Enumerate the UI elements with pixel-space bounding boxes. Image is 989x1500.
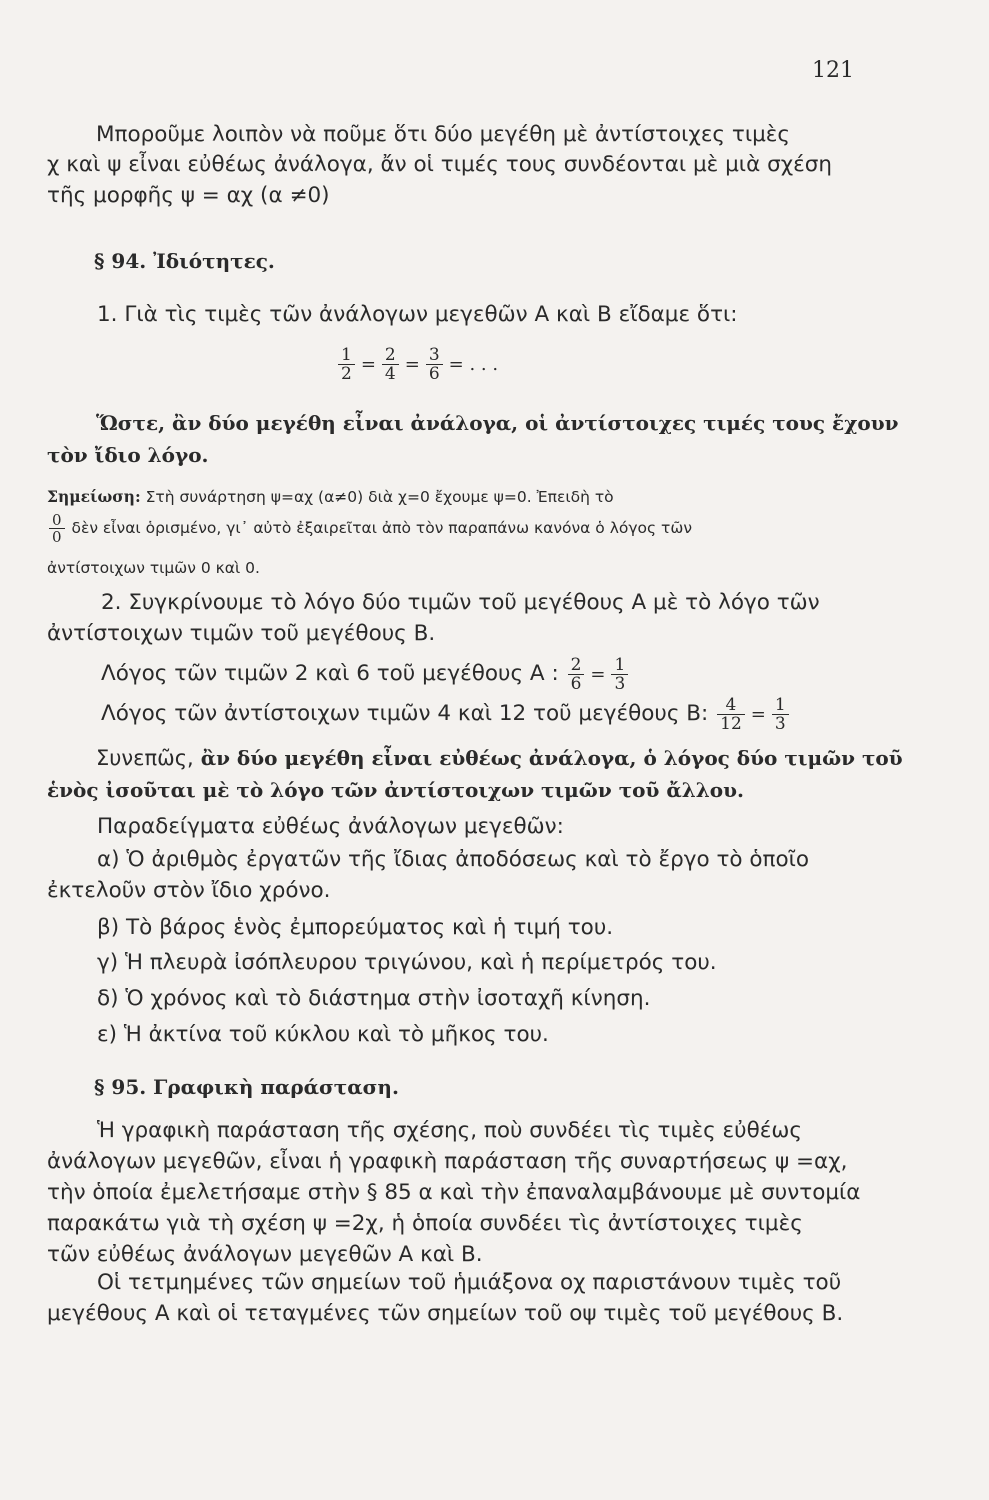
fraction: $\frac{1}{3}$ — [772, 696, 789, 733]
example-item: δ) Ὁ χρόνος καὶ τὸ διάστημα στὴν ἰσοταχῆ κίνηση. — [97, 986, 651, 1011]
example-item: β) Τὸ βάρος ἑνὸς ἐμπορεύματος καὶ ἡ τιμή του. — [97, 915, 614, 940]
examples-title: Παραδείγματα εὐθέως ἀνάλογων μεγεθῶν: — [97, 814, 564, 839]
paragraph-line: τῶν εὐθέως ἀνάλογων μεγεθῶν Α καὶ Β. — [47, 1242, 483, 1267]
item-2-line: ἀντίστοιχων τιμῶν τοῦ μεγέθους Β. — [47, 621, 436, 646]
paragraph-line: ἀνάλογων μεγεθῶν, εἶναι ἡ γραφικὴ παράσταση τῆς συναρτήσεως ψ =αχ, — [47, 1149, 848, 1174]
paragraph-line: τῆς μορφῆς ψ = αχ (α ≠0) — [47, 183, 330, 208]
item-2-line: 2. Συγκρίνουμε τὸ λόγο δύο τιμῶν τοῦ μεγέθους Α μὲ τὸ λόγο τῶν — [101, 590, 820, 615]
fraction: $\frac{0}{0}$ — [49, 512, 65, 545]
paragraph-line: τὴν ὁποία ἐμελετήσαμε στὴν § 85 α καὶ τὴν ἐπαναλαμβάνουμε μὲ συντομία — [47, 1180, 861, 1205]
example-item: γ) Ἡ πλευρὰ ἰσόπλευρου τριγώνου, καὶ ἡ περίμετρός του. — [97, 950, 717, 975]
paragraph-line: Οἱ τετμημένες τῶν σημείων τοῦ ἡμιάξονα οχ παριστάνουν τιμὲς τοῦ — [97, 1270, 842, 1295]
paragraph-line: χ καὶ ψ εἶναι εὐθέως ἀνάλογα, ἄν οἱ τιμές τους συνδέονται μὲ μιὰ σχέση — [47, 152, 833, 177]
example-item: ἐκτελοῦν στὸν ἴδιο χρόνο. — [47, 878, 331, 903]
note-line: ἀντίστοιχων τιμῶν 0 καὶ 0. — [47, 559, 260, 577]
fraction: $\frac{3}{6}$ — [426, 346, 443, 383]
ratio-equation: $\frac{1}{2}$ = $\frac{2}{4}$ = $\frac{3}{6}$ = . . . — [336, 344, 502, 385]
rule-statement-line: Συνεπῶς, ἂν δύο μεγέθη εἶναι εὐθέως ἀνάλογα, ὁ λόγος δύο τιμῶν τοῦ — [96, 746, 903, 770]
paragraph-line: μεγέθους Α καὶ οἱ τεταγμένες τῶν σημείων τοῦ οψ τιμὲς τοῦ μεγέθους Β. — [47, 1301, 844, 1326]
fraction: $\frac{2}{6}$ — [568, 656, 585, 693]
note-label: Σημείωση: — [47, 487, 141, 506]
note-line: $\frac{0}{0}$ δὲν εἶναι ὁρισμένο, γι᾿ αὐτὸ ἐξαιρεῖται ἀπὸ τὸν παραπάνω κανόνα ὁ λόγος τῶν — [47, 508, 692, 548]
paragraph-line: Ἡ γραφικὴ παράσταση τῆς σχέσης, ποὺ συνδέει τὶς τιμὲς εὐθέως — [97, 1118, 802, 1143]
example-item: α) Ὁ ἀριθμὸς ἐργατῶν τῆς ἴδιας ἀποδόσεως καὶ τὸ ἔργο τὸ ὁποῖο — [97, 847, 810, 872]
fraction: $\frac{2}{4}$ — [382, 346, 399, 383]
note-line: Σημείωση: Στὴ συνάρτηση ψ=αχ (α≠0) διὰ χ=0 ἔχουμε ψ=0. Ἐπειδὴ τὸ — [47, 487, 614, 506]
rule-statement-line: τὸν ἴδιο λόγο. — [47, 443, 209, 467]
rule-statement-line: ἑνὸς ἰσοῦται μὲ τὸ λόγο τῶν ἀντίστοιχων τιμῶν τοῦ ἄλλου. — [47, 778, 744, 802]
rule-statement-line: Ὥστε, ἂν δύο μεγέθη εἶναι ἀνάλογα, οἱ ἀντίστοιχες τιμές τους ἔχουν — [96, 411, 899, 435]
ratio-a-line: Λόγος τῶν τιμῶν 2 καὶ 6 τοῦ μεγέθους Α : $\frac{2}{6}$ = $\frac{1}{3}$ — [101, 652, 630, 697]
fraction: $\frac{1}{2}$ — [338, 346, 355, 383]
section-heading-94: § 94. Ἰδιότητες. — [94, 249, 275, 273]
paragraph-line: Μποροῦμε λοιπὸν νὰ ποῦμε ὅτι δύο μεγέθη μὲ ἀντίστοιχες τιμὲς — [96, 122, 791, 147]
paragraph-line: παρακάτω γιὰ τὴ σχέση ψ =2χ, ἡ ὁποία συνδέει τὶς ἀντίστοιχες τιμὲς — [47, 1211, 803, 1236]
section-heading-95: § 95. Γραφικὴ παράσταση. — [94, 1075, 399, 1099]
example-item: ε) Ἡ ἀκτίνα τοῦ κύκλου καὶ τὸ μῆκος του. — [97, 1022, 549, 1047]
item-1-intro: 1. Γιὰ τὶς τιμὲς τῶν ἀνάλογων μεγεθῶν Α καὶ Β εἴδαμε ὅτι: — [97, 302, 738, 327]
ratio-b-line: Λόγος τῶν ἀντίστοιχων τιμῶν 4 καὶ 12 τοῦ μεγέθους Β: $\frac{4}{12}$ = $\frac{1}{3}$ — [101, 692, 791, 737]
page-number: 121 — [812, 58, 854, 83]
fraction: $\frac{1}{3}$ — [611, 656, 628, 693]
fraction: $\frac{4}{12}$ — [717, 696, 745, 733]
